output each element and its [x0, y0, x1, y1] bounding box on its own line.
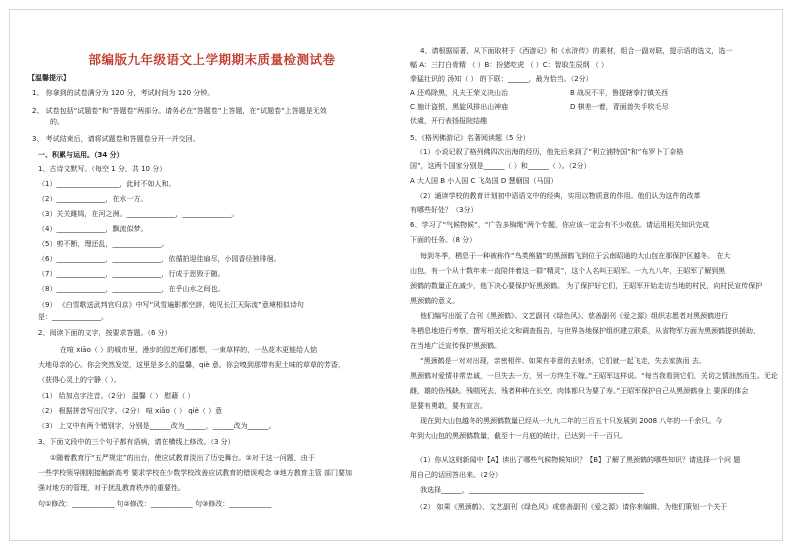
q2-sub-3: （3） 上文中有两个错别字，分别是______改为______，______改为______。	[38, 422, 276, 430]
q3-fix-line: 句①修改：____________ 句②修改：____________ 句③修改：____________	[38, 500, 272, 508]
q6-body-9: 黑颈鹤对爱情非常忠诚，一旦失去一方，另一方终生不嫁。”王昭军这样说。“每当我看到它们，关切之情油然而生。无论	[410, 372, 778, 380]
q2-heading: 2、阅读下面的文字，按要求答题。（6 分）	[38, 329, 172, 337]
q1-8: （8）______________，______________，在乎山水之间也。	[38, 285, 225, 293]
q6-body-2: 山包，有一个从十数年来一直陪伴着这一群“精灵”，这个人名叫王昭军。一九九八年，王昭军了解到黑	[410, 267, 726, 275]
q4-heading-b: 幅 A：三打白骨精 （ ）B：扮猪吃虎 （ ）C：智取生辰纲 （ ）	[410, 61, 609, 69]
q6-body-4: 黑颈鹤的意义。	[410, 297, 459, 305]
q6-heading-a: 6、学习了“气候物候”、“广告多锦绳”两个专题，你应该一定会有不少收获。请运用相关知识完成	[410, 221, 709, 229]
q5-1a: （1）小说记叙了格列佛四次出海的经历，他先后来到了“利立浦特国”和“布罗卜丁奈格	[416, 148, 684, 156]
q6-body-7: 在当地广泛宣传保护黑颈鹤。	[410, 342, 501, 350]
section-1-heading: 一、积累与运用。（34 分）	[38, 151, 124, 159]
q4-heading-a: 4、请根据原著，从下面取材于《西游记》和《水浒传》的素材，组合一副对联，提示语的选文，选一	[420, 47, 733, 55]
q1-7: （7）______________，______________，行成于思毁于随。	[38, 270, 225, 278]
q1-4: （4）______________，飘流似梦。	[38, 225, 148, 233]
q6-body-1: 每到冬季，栖息于一种被称作“鸟类熊猫”的黑颈鹤飞到位于云南昭通的大山包在那保护区越冬。 在大	[420, 252, 731, 260]
q4-option-b: B 战况不平，鲁提辖拳打镇关西	[570, 89, 669, 97]
tip-2a: 2、 试卷包括“试题卷”和“答题卷”两部分。请务必在“答题卷”上答题，在“试题卷”上答题是无效	[32, 107, 327, 115]
tip-2b: 的。	[50, 118, 64, 126]
q1-6: （6）______________，______________，依循拍迎佳扇尽，小园香径独徘徊。	[38, 255, 281, 263]
q1-9a: （9） 《白雪歌送武判官归京》中写“风雪遍影都空辞，炖见长江天际流”意境相似诗句	[38, 301, 304, 309]
tip-1: 1、 你拿到的试卷满分为 120 分，考试时间为 120 分钟。	[32, 89, 215, 97]
q6-task-1a: （1）你从这则新闻中【A】读出了哪些气候物候知识？【B】了解了黑颈鹤的哪些知识？请选择一个问 题	[416, 456, 741, 464]
q2-sub-2: （2） 根据拼音写出汉字。（2分） 喧 xiāo（ ） qiè（ ）意	[38, 407, 223, 415]
q6-task-2: （2） 如果《黑颈鹤》、文艺副刊《绿色风》或慈善副刊《爱之源》请你来编辑，为他们策划一个关于	[416, 503, 728, 511]
q2-sub-1: （1） 给加点字注音。（2分） 温馨（ ） 慰藉（ ）	[38, 392, 195, 400]
q6-task-1c: 我选择______，__________________________________________________	[420, 486, 644, 494]
q1-2: （2）______________，在水一方。	[38, 195, 148, 203]
q1-1: （1）__________________，此时不如人和。	[38, 180, 176, 188]
q6-body-13: 年到大山包的黑颈鹤数量，截至十一月底的统计，已达到一千一百只。	[410, 432, 627, 440]
q2-passage-2: 大地母亲的心。你会突然发觉，这里是多么的温馨，qiè 意。你会嗅到那带有泥土味的草草的芳香，	[38, 361, 345, 369]
q1-3: （3）关关雎鸠，在河之洲。______________，______________。	[38, 210, 239, 218]
q3-heading: 3、下面文段中的三个句子都有语病，请在横线上修改。（3 分）	[38, 438, 235, 446]
q5-heading: 5、《格列佛游记》名著阅读题（5 分）	[410, 134, 530, 142]
q4-option-e: 伏虞，开行表扬报院结趣	[410, 117, 487, 125]
q5-options: A 大人国 B 小人国 C 飞岛国 D 慧骃国（马国）	[410, 177, 558, 185]
exam-page	[9, 9, 783, 541]
q6-body-11: 是要有勇敢，要有宣言。	[410, 402, 487, 410]
q4-option-c: C 施计盗银，黑旋风排出山神庙	[410, 103, 509, 111]
tips-label: 【温馨提示】	[28, 74, 70, 82]
q6-body-5: 他们编写出版了合刊《黑颈鹤》、文艺副刊《绿色风》、慈善副刊《爱之源》组织志愿者对黑颈鹤进行	[420, 312, 728, 320]
q6-body-10: 雌，雄的伤残缺。残喘死去，残者种种在长空，肉体都只为要了寿。”王昭军保护自己从黑颈鹤身上 要深的体会	[410, 387, 749, 395]
q6-body-8: “黑颈鹤是一对对出现，亲密相伴。如果有非意的去射杀，它们就一起飞走，失去家族而 去。	[420, 357, 706, 365]
q1-heading: 1、古诗文默写。（每空 1 分，共 10 分）	[38, 165, 167, 173]
q5-1b: 国”，这两个国家分别是______（ ）和______（ ）。（2分）	[410, 162, 591, 170]
q3-text-1: ①随着教育厅“五严规定”的出台，使应试教育淡出了历史舞台。②对于这一问题，由于	[50, 454, 315, 462]
q1-9b: 是：______________。	[38, 313, 108, 321]
q4-option-a: A 还鸡除黑，凡夫王荣义决山治	[410, 89, 509, 97]
q3-text-2: 一些学校领导刚刚接触新高考 要求学校在少数学校改善应试教育的错误观念 ③地方教育主管 部门要加	[38, 469, 352, 477]
q2-passage-1: 在喧 xiāo（ ）的城市里，漫步的园艺师们都想，一束草样的，一丛花木更能给人惦	[60, 346, 318, 354]
tip-3: 3、 考试结束后，请将试题卷和答题卷分开一并交回。	[32, 135, 200, 143]
q6-body-12: 现在到大山包越冬的黑颈鹤数量已经从一九九二年的三百五十只发展到 2008 八年的一千余只。今	[420, 417, 723, 425]
q5-2a: （2）通读学校的教育计划初中语语文中的经典，实用以物质意的作用。他们认为这件的改革	[416, 192, 701, 200]
q6-body-6: 冬栖息地进行考察，撰写相关论文和调查报告，与世界各地保护组织建立联系，从省物军方面为黑颈鹤提供援助，	[410, 327, 760, 335]
q6-task-1b: 用自己的话回答出来。（2分）	[410, 471, 502, 479]
q6-body-3: 颈鹤的数量正在减少，他下决心要保护好黑颈鹤。 为了保护好它们，王昭军开始走访当地的村民，向村民宣传保护	[410, 282, 763, 290]
q6-heading-b: 下面的任务。（8 分）	[410, 236, 477, 244]
q2-passage-3: （获得心灵上的宁静（ ）。	[38, 376, 121, 384]
q3-text-3: 强对地方的管理，对于扰乱教育秩序的重要性。	[38, 484, 185, 492]
q4-option-d: D 棋差一着，青面兽失手吹毛尽	[570, 103, 669, 111]
q5-2b: 有哪些好处？（3分）	[410, 206, 478, 214]
q1-5: （5）剪不断，理还乱，______________。	[38, 240, 169, 248]
q4-heading-c: 拳猛壮识的 汤知（ ） 的下联：______，最为恰当。（2分）	[410, 75, 593, 83]
page-title: 部编版九年级语文上学期期末质量检测试卷	[88, 52, 336, 67]
